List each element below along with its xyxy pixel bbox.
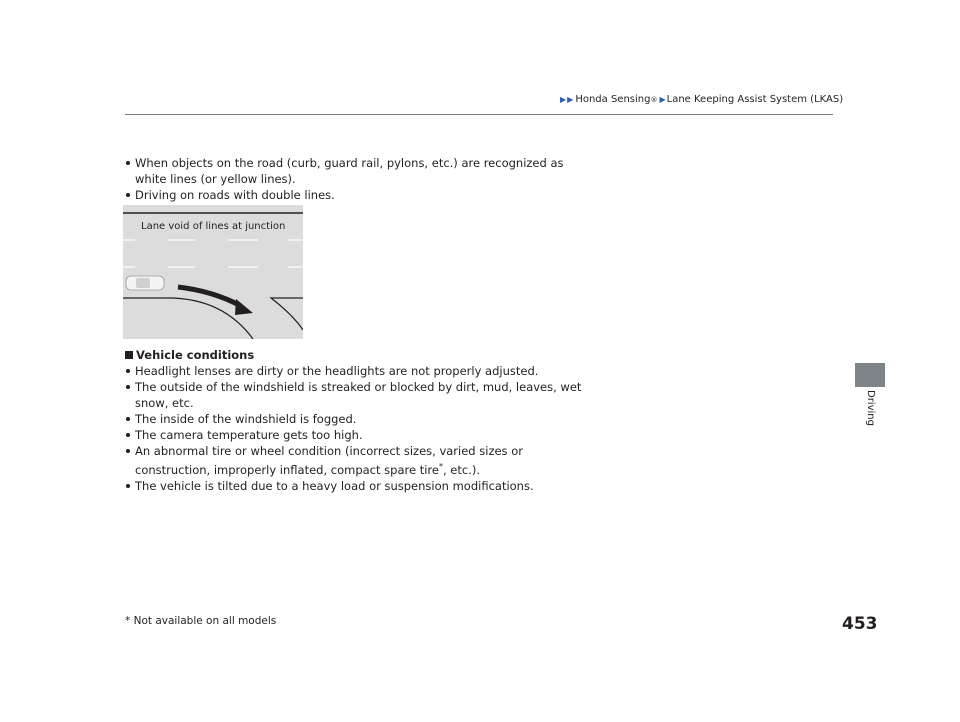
list-item: Driving on roads with double lines.: [125, 187, 585, 203]
section-heading: [125, 348, 254, 362]
square-bullet-icon: [125, 351, 133, 359]
junction-illustration: [123, 205, 303, 339]
triangle-icon: ▶: [567, 95, 574, 104]
vehicle-conditions-list: [125, 363, 595, 494]
breadcrumb-item-honda-sensing[interactable]: Honda Sensing: [575, 94, 651, 105]
list-item: The inside of the windshield is fogged.: [125, 411, 595, 427]
top-bullet-list: [125, 155, 585, 203]
list-item: Headlight lenses are dirty or the headlights are not properly adjusted.: [125, 363, 595, 379]
list-item-text-tail: , etc.).: [442, 462, 480, 477]
breadcrumb-item-lkas[interactable]: Lane Keeping Assist System (LKAS): [666, 94, 844, 105]
side-tab-label: [840, 390, 900, 440]
list-item: The outside of the windshield is streaked or blocked by dirt, mud, leaves, wet snow, etc.: [125, 379, 595, 411]
footnote: * Not available on all models: [125, 615, 277, 627]
list-item: When objects on the road (curb, guard rail, pylons, etc.) are recognized as white lines (or yellow lines).: [125, 155, 585, 187]
footnote-marker[interactable]: *: [438, 462, 443, 471]
side-tab-text: Driving: [865, 390, 876, 426]
list-item: The camera temperature gets too high.: [125, 427, 595, 443]
breadcrumb: [560, 94, 843, 105]
car-icon: [126, 276, 164, 290]
section-title: Vehicle conditions: [136, 348, 255, 362]
list-item-text: An abnormal tire or wheel condition (incorrect sizes, varied sizes or construction, improperly inflated, compact spare tire: [135, 444, 523, 477]
triangle-icon: ▶: [659, 95, 666, 104]
side-tab-marker: [855, 363, 885, 387]
list-item: [125, 443, 595, 478]
triangle-icon: ▶: [560, 95, 567, 104]
header-rule: [125, 114, 833, 115]
registered-mark: ®: [650, 95, 658, 104]
page-number: 453: [842, 614, 878, 634]
figure-caption: Lane void of lines at junction: [141, 221, 286, 232]
list-item: The vehicle is tilted due to a heavy load or suspension modifications.: [125, 478, 595, 494]
